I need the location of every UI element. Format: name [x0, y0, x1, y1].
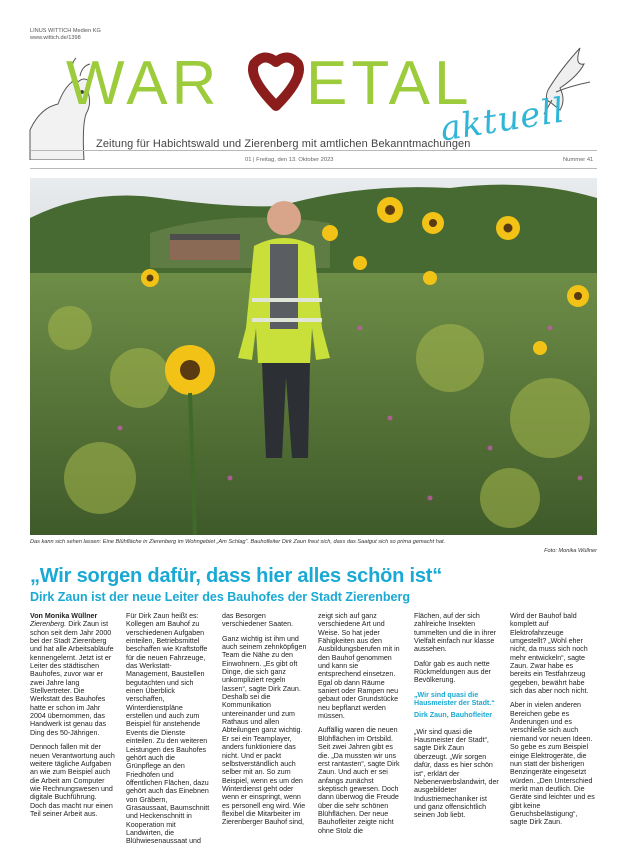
divider	[30, 168, 597, 169]
photo-credit: Foto: Monika Wüllner	[544, 548, 597, 554]
pull-quote-text: „Wir sind quasi die Hausmeister der Stadt.“	[414, 690, 495, 708]
publisher-name: LINUS WITTICH Medien KG	[30, 28, 101, 34]
paragraph: Flächen, auf der sich zahlreiche Insekten tummelten und die in ihrer Vielfalt einfach nur klasse aussehen.	[414, 612, 497, 654]
article-column-4	[318, 612, 403, 841]
paragraph: Dirk Zaun ist schon seit dem Jahr 2000 bei der Stadt Zierenberg und hat alle Arbeitsabläufe kennengelernt. Jetzt ist er Leiter des städtischen Bauhofes, zuvor war er zwei Jahre lang Stellvertreter. Die Werkstatt des Bauhofes hatte er schon im Jahr 2004 übernommen, das Handwerk ist genau das Ding des 50-Jährigen.	[30, 620, 114, 737]
paragraph: Dafür gab es auch nette Rückmeldungen aus der Bevölkerung.	[414, 659, 491, 685]
title-right: ETAL	[306, 49, 473, 118]
paragraph: Wird der Bauhof bald komplett auf Elektrofahrzeuge umgestellt? „Wohl eher nicht, da muss sich noch mehr entwickeln“, sagte Zaun. Zwar habe es bereits ein Testfahrzeug gegeben, bewährt habe sich das aber noch nicht.	[510, 612, 589, 696]
photo-caption: Das kann sich sehen lassen: Eine Blühfläche in Zierenberg im Wohngebiet „Am Schlag“. Bauhofleiter Dirk Zaun freut sich, dass das Saatgut sich so prima gemacht hat.	[30, 539, 446, 545]
article-column-3	[222, 612, 307, 833]
article-column-5	[414, 612, 499, 826]
title-left: WAR	[66, 49, 221, 118]
article-column-6	[510, 612, 595, 833]
paragraph: zeigt sich auf ganz verschiedene Art und Weise. So hat jeder Fähigkeiten aus den Ausbildungsberufen mit in den Bauhof genommen und kann sie entsprechend einsetzen. Egal ob dann Räume saniert oder Rampen neu gebaut oder Grundstücke neu bepflanzt werden müssen.	[318, 612, 400, 721]
pull-quote	[414, 691, 499, 720]
heart-icon	[253, 57, 299, 106]
publisher-url: www.wittich.de/1398	[30, 35, 81, 41]
article-place: Zierenberg.	[30, 620, 67, 629]
sunflower-field-image	[30, 178, 597, 535]
aktuell-label: aktuell	[437, 90, 568, 150]
divider	[30, 150, 597, 151]
paragraph: Für Dirk Zaun heißt es: Kollegen am Bauhof zu verschiedenen Aufgaben einteilen, Betriebsmittel beschaffen wie Kraftstoffe für die neuen Fahrzeuge, das Werkstatt-Management, Baustellen begutachten und sich einen Überblick verschaffen, Winterdienstpläne erstellen und auch zum Beispiel für anstehende Events die Dienste einteilen. Zu den weiteren Leistungen des Bauhofes gehört auch die Grünpflege an den Friedhöfen und öffentlichen Flächen, dazu gehört auch das Einebnen von Gräbern, Grasaussaat, Baumschnitt und Heckenschnitt in Kooperation mit Landwirten, die Blühwiesenaussaat und	[126, 612, 210, 846]
paragraph: Dennoch fallen mit der neuen Verantwortung auch weitere tägliche Aufgaben an wie zum Beispiel auch die Arbeit am Computer wie Rechnungswesen und digitale Buchführung. Doch das macht nur einen Teil seiner Arbeit aus.	[30, 743, 115, 818]
article-body	[30, 612, 600, 846]
paragraph: Ganz wichtig ist ihm und auch seinem zehnköpfigen Team die Nähe zu den Einwohnern. „Es gibt oft Dinge, die sich ganz unkompliziert regeln lassen“, sagte Dirk Zaun. Deshalb sei die Kommunikation untereinander und zum Rathaus und allen Abteilungen ganz wichtig. Er sei ein Teamplayer, anders funktioniere das nicht. Und er packt selbstverständlich auch selber mit an. So zum Beispiel, wenn es um den Winterdienst geht oder wenn er einspringt, wenn es personell eng wird. Wie flexibel die Mitarbeiter im Zierenberger Bauhof sind,	[222, 634, 307, 827]
cover-photo	[30, 178, 597, 535]
article-subhead: Dirk Zaun ist der neue Leiter des Bauhofes der Stadt Zierenberg	[30, 590, 410, 604]
masthead-subtitle: Zeitung für Habichtswald und Zierenberg mit amtlichen Bekanntmachungen	[96, 138, 471, 150]
paragraph: Auffällig waren die neuen Blühflächen im Ortsbild. Seit zwei Jahren gibt es die. „Da mussten wir uns erst rantasten“, sagte Dirk Zaun. Und auch er sei anfangs zunächst skeptisch gewesen. Doch dann überwog die Freude über die sehr schönen Blühflächen. Der neue Bauhofleiter zeigte nicht ohne Stolz die	[318, 726, 400, 835]
paragraph: „Wir sind quasi die Hausmeister der Stadt“, sagte Dirk Zaun überzeugt. „Wir sorgen dafür, dass es hier schön ist“, erklärt der Nebenerwerbslandwirt, der ausgebildeter Industriemechaniker ist und ganz offensichtlich seinen Job liebt.	[414, 727, 499, 820]
article-author: Von Monika Wüllner	[30, 612, 98, 620]
paragraph: das Besorgen verschiedener Saaten.	[222, 612, 293, 629]
article-headline: „Wir sorgen dafür, dass hier alles schön ist“	[30, 565, 443, 587]
article-column-1	[30, 612, 115, 824]
paragraph: Aber in vielen anderen Bereichen gebe es Änderungen und es verschließe sich auch niemand vor neuen Ideen. So gebe es zum Beispiel einige Elektrogeräte, die nun statt der bisherigen Benzingeräte eingesetzt würden. „Den Unterschied merkt man deutlich. Die Geräte sind leichter und es gibt keine Geruchsbelästigung“, sagte Dirk Zaun.	[510, 701, 595, 827]
issue-number: Nummer 41	[563, 157, 594, 163]
pull-quote-author: Dirk Zaun, Bauhofleiter	[414, 711, 493, 720]
article-column-2	[126, 612, 211, 852]
issue-date: 01 | Freitag, den 13. Oktober 2023	[245, 157, 334, 163]
